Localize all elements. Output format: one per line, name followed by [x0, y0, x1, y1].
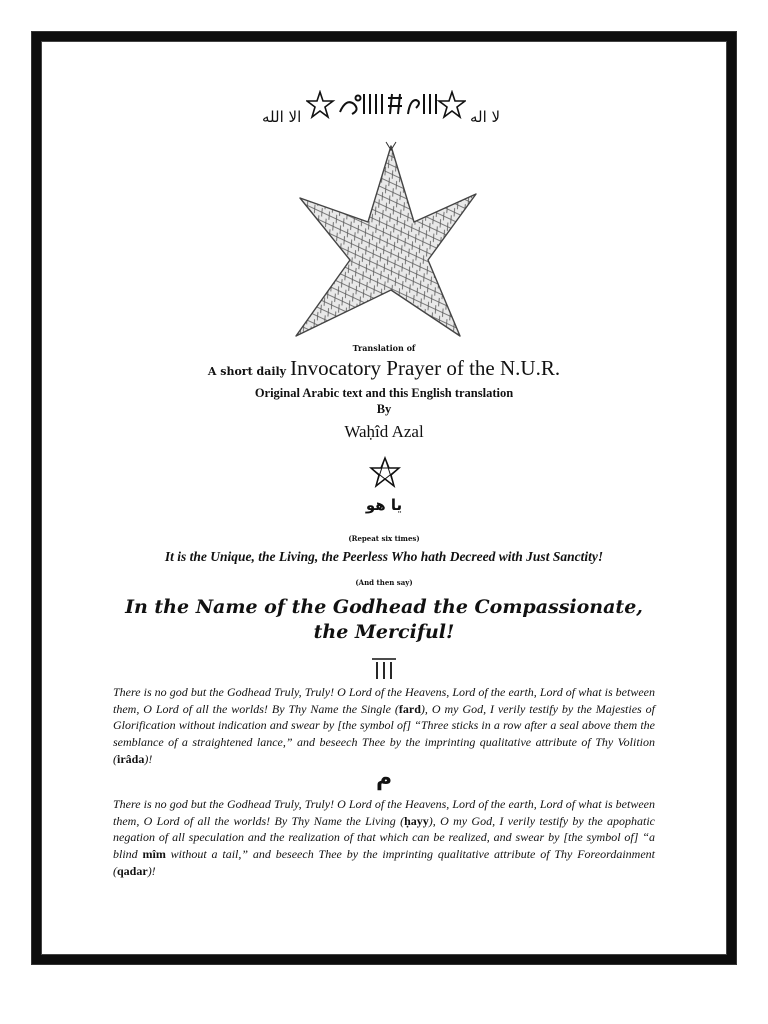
pentagram-icon	[369, 456, 401, 488]
mim-symbol: م	[375, 766, 393, 791]
repeat-note: (Repeat six times)	[348, 534, 420, 543]
then-say-note: (And then say)	[355, 578, 413, 587]
paragraph-2-text-c: without a tail,” and beseech Thee by the imprinting qualitative attribute of Thy Foreordainment (	[113, 847, 655, 878]
paragraph-2-text-b: ), O my God, I verily testify by the apophatic negation of all speculation and the realization of that which can be realized, and swear by [the symbol of] “a blind	[113, 813, 655, 862]
subtitle: Original Arabic text and this English translation	[254, 386, 514, 400]
prayer-paragraph-1	[113, 684, 655, 768]
title-main: Invocatory Prayer of the N.U.R.	[290, 356, 561, 380]
basmala-heading	[0, 595, 768, 645]
page-title	[0, 356, 768, 381]
title-prefix: A short daily	[207, 365, 287, 378]
translation-of-label: Translation of	[352, 343, 416, 353]
paragraph-2-text-a: There is no god but the Godhead Truly, Truly! O Lord of the Heavens, Lord of the earth, Lord of what is between them, O Lord of all the worlds! By Thy Name the Living (	[113, 797, 655, 828]
term-fard: fard	[398, 701, 421, 716]
thorn-star-icon	[290, 140, 480, 340]
paragraph-2-text-d: )!	[147, 863, 156, 878]
arabic-invocation: يا هو	[365, 496, 403, 514]
basmala-text: In the Name of the Godhead the Compassionate, the Merciful!	[125, 596, 643, 643]
term-irada: irâda	[117, 751, 145, 766]
calligraphy-left: الا الله	[262, 108, 302, 126]
calligraphy-header	[0, 88, 768, 138]
term-mim: mîm	[142, 847, 166, 862]
by-label: By	[376, 402, 392, 416]
paragraph-1-text-c: )!	[144, 751, 153, 766]
three-sticks-symbol-icon	[370, 656, 398, 680]
unique-line: It is the Unique, the Living, the Peerless Who hath Decreed with Just Sanctity!	[164, 549, 604, 564]
author-name: Waḥîd Azal	[344, 422, 424, 441]
paragraph-1-text-b: ), O my God, I verily testify by the Majesties of Glorification without indication and swear by [the symbol of] “Three sticks in a row after a seal above them the semblance of a straightened lance,” and beseech Thee by the imprinting qualitative attribute of Thy Volition (	[113, 701, 656, 766]
prayer-paragraph-2	[113, 796, 655, 880]
seal-calligraphy-icon	[306, 90, 466, 120]
paragraph-1-text-a: There is no god but the Godhead Truly, Truly! O Lord of the Heavens, Lord of the earth, Lord of what is between them, O Lord of all the worlds! By Thy Name the Single (	[113, 685, 655, 716]
term-hayy: ḥayy	[404, 813, 429, 828]
term-qadar: qadar	[117, 863, 148, 878]
calligraphy-right: لا اله	[470, 108, 501, 126]
